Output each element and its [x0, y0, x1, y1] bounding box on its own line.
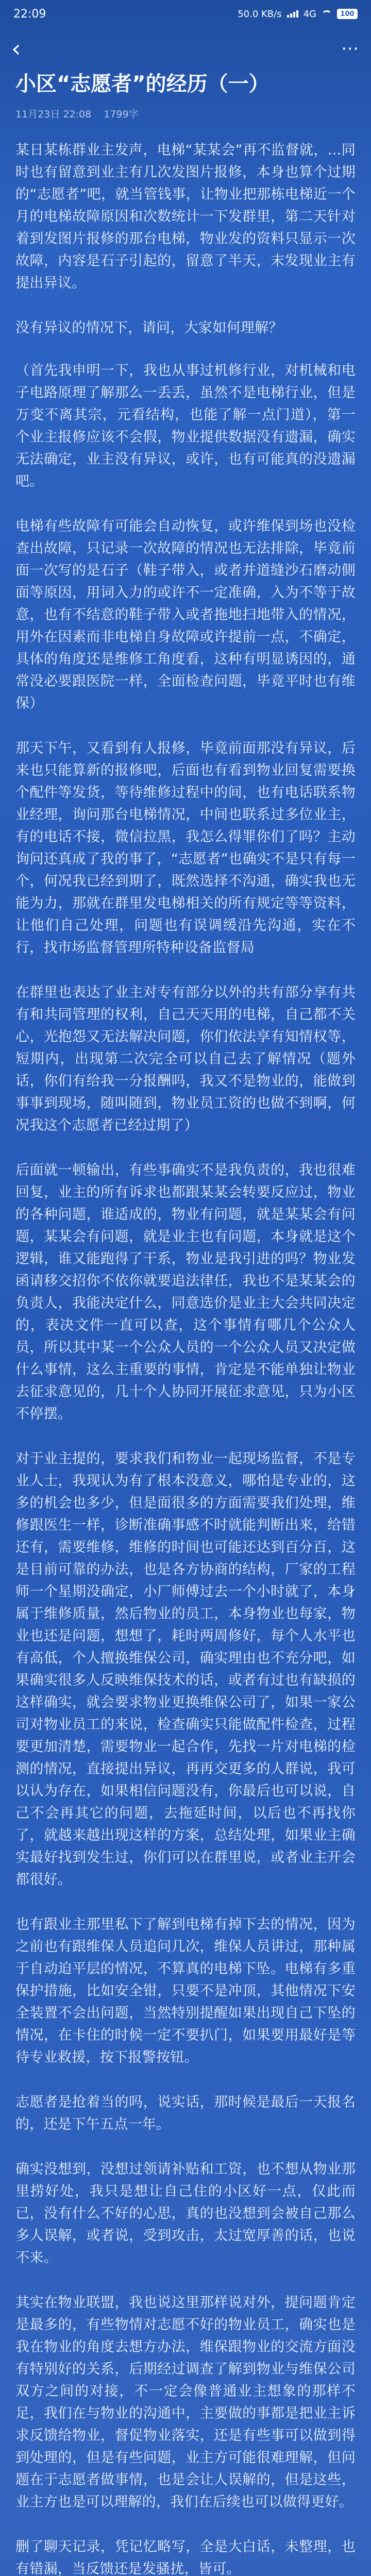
article-header	[15, 70, 356, 128]
paragraph: 也有跟业主那里私下了解到电梯有掉下去的情况，因为之前也有跟维保人员追问几次，维保人员讲过，那种属于自动迫平层的情况，不算真的电梯下坠。电梯有多重保护措施，比如安全钳，只要不是冲顶，其他情况下安全装置不会出问题，当然特别提醒如果出现自己下坠的情况，在卡住的时候一定不要扒门，如果要用最好是等待专业救援，按下报警按钮。	[15, 1917, 356, 2065]
nav-bar	[0, 28, 371, 69]
article-word-count: 1799字	[104, 109, 139, 120]
chevron-left-icon[interactable]: ‹	[11, 35, 21, 62]
paragraph: 某日某栋群业主发声，电梯“某某会”再不监督就，...同时也有留意到业主有几次发图片报修，本身也算个过期的“志愿者”吧，就当管钱事，让物业把那栋电梯近一个月的电梯故障原因和次数统计一下发群里，第二天针对着到发图片报修的那台电梯，物业发的资料只显示一次故障，内容是石子引起的，留意了半天，末发现业主有提出异议。	[15, 142, 356, 291]
wifi-icon	[322, 10, 332, 18]
status-time: 22:09	[13, 7, 46, 21]
article-title: 小区“志愿者”的经历（一）	[15, 72, 269, 96]
paragraph: 在群里也表达了业主对专有部分以外的共有部分享有共有和共同管理的权利，自己天天用的电梯，自己都不关心，光抱怨又无法解决问题，你们依法享有知情权等，短期内，出现第二次完全可以自己去了解情况（题外话，你们有给我一分报酬吗，我又不是物业的，能做到事事到现场，随叫随到，物业员工资的也做不到啊，何况我这个志愿者已经过期了）	[15, 985, 356, 1133]
paragraph: 删了聊天记录，凭记忆略写，全是大白话，未整理，也有错漏，当反馈还是发骚扰，皆可。	[15, 2539, 356, 2576]
paragraph: 对于业主提的，要求我们和物业一起现场监督，不是专业人士，我现认为有了根本没意义，哪怕是专业的，这多的机会也多少，但是面很多的方面需要我们处理，维修跟医生一样，诊断准确事感不时就能判断出来，给错还有，需要维修，维修的时间也可能还达到百分百，这是目前可靠的办法，也是各方协商的结构，厂家的工程师一个星期没确定，小厂师傅过去一个小时就了，本身属于维修质量，然后物业的员工，本身物业也每家，物业也还是问题，想想了，耗时两周修好，每个人水平也有高低，个人擅换维保公司，确实理由也不充分吧，如果确实很多人反映维保技术的话，或者有过也有缺损的这样确实，就会要求物业更换维保公司了，如果一家公司对物业员工的来说，检查确实只能做配件检查，过程要更加清楚，需要物业一起合作，先找一片对电梯的检测的情况，直接提出异议，再再交更多的人群说，我可以认为存在，如果相信问题没有，你最后也可以说，自己不会再其它的问题，去拖延时间，以后也不再找你了，就越来越出现这样的方案，总结处理，如果业主确实最好找到发生过，你们可以在群里说，或者业主开会都很好。	[15, 1451, 356, 1888]
paragraph: 确实没想到，没想过领请补贴和工资，也不想从物业那里捞好处，我只是想让自己住的小区好一点，仅此而已，没有什么不好的心思，真的也没想到会被自己那么多人误解，或者说，受到攻击，太过宽厚善的话，也说不来。	[15, 2161, 356, 2266]
paragraph: 那天下午，又看到有人报修，毕竟前面那没有异议，后来也只能算新的报修吧，后面也有看到物业回复需要换个配件等发货，等待维修过程中的间，也有电话联系物业经理，询问那台电梯情况，中间也联系过多位业主，有的电话不接，微信拉黑，我怎么得罪你们了吗？主动询问还真成了我的事了，“志愿者”也确实不是只有每一个，何况我已经到期了，既然选择不沟通，确实我也无能为力，那就在群里发电梯相关的所有规定等等资料，让他们自己处理，问题也有误调缓沿先沟通，实在不行，找市场监督管理所特种设备监督局	[15, 740, 356, 956]
paragraph: 后面就一顿输出，有些事确实不是我负责的，我也很难回复，业主的所有诉求也都跟某某会转要反应过，物业的各种问题，谁适成的，物业有问题，就是某某会有问题，某某会有问题，就是业主也有问题，本身就是这个逻辑，谁又能跑得了干系，物业是我引进的吗？物业发函请移交招你不依你就要追法律任，我也不是某某会的负责人，我能决定什么，同意选价是业主大会共同决定的，表决文件一直可以查，这个事情有哪几个公众人员，所以其中某一个公众人员的一个公众人员又决定做什么事情，这么主重要的事情，肯定是不能单独让物业去征求意见的，几十个人协同开展征求意见，只为小区不停摆。	[15, 1162, 356, 1422]
paragraph: （首先我申明一下，我也从事过机修行业，对机械和电子电路原理了解那么一丢丢，虽然不是电梯行业，但是万变不离其宗，元看结构，也能了解一点门道），第一个业主报修应该不会假，物业提供数据没有遗漏，确实无法确定，业主没有异议，或许，也有可能真的没遗漏吧。	[15, 363, 356, 489]
more-dots-icon[interactable]: ⋯	[341, 38, 360, 59]
paragraph: 其实在物业联盟，我也说这里那样说对外，提问题肯定是最多的，有些物情对志愿不好的物业员工，确实也是我在物业的角度去想方办法，维保跟物业的交流方面没有特别好的关系，后期经过调查了解到物业与维保公司双方之间的对接，不一定会像普通业主想象的那样不足，我们在与物业的沟通中，主要做的事都是把业主诉求反馈给物业，督促物业落实，还是有些事可以做到得到处理的，但是有些问题，业主方可能很难理解，但问题在于志愿者做事情，也是会让人误解的，但是这些，业主方也是可以理解的，我们在后续也可以做得更好。	[15, 2295, 356, 2510]
status-right	[238, 9, 358, 20]
status-bar	[0, 0, 371, 28]
paragraph: 没有异议的情况下，请问，大家如何理解？	[15, 320, 283, 336]
article-meta	[15, 107, 356, 121]
network-speed: 50.0 KB/s	[238, 8, 282, 20]
network-type: 4G	[303, 8, 316, 20]
battery-level: 100	[340, 10, 355, 18]
paragraph: 电梯有些故障有可能会自动恢复，或许维保到场也没检查出故障，只记录一次故障的情况也无法排除，毕竟前面一次写的是石子（鞋子带入，或者并道缝沙石磨动側面等原因，用词入力的或许不一定准确，入为不等于故意，也有不结意的鞋子带入或者拖地扫地带入的情况，用外在因素而非电梯自身故障或许提前一点，不确定，具体的角度还是维修工角度看，这种有明显诱因的，通常没必要跟医院一样，全面检查问题，毕竟平时也有维保）	[15, 518, 356, 711]
article-date: 11月23日 22:08	[15, 109, 92, 120]
signal-icon	[287, 10, 298, 18]
paragraph: 志愿者是抢着当的吗，说实话，那时候是最后一天报名的，还是下午五点一年。	[15, 2094, 356, 2132]
article-body	[15, 139, 356, 2576]
battery-icon	[337, 9, 358, 19]
